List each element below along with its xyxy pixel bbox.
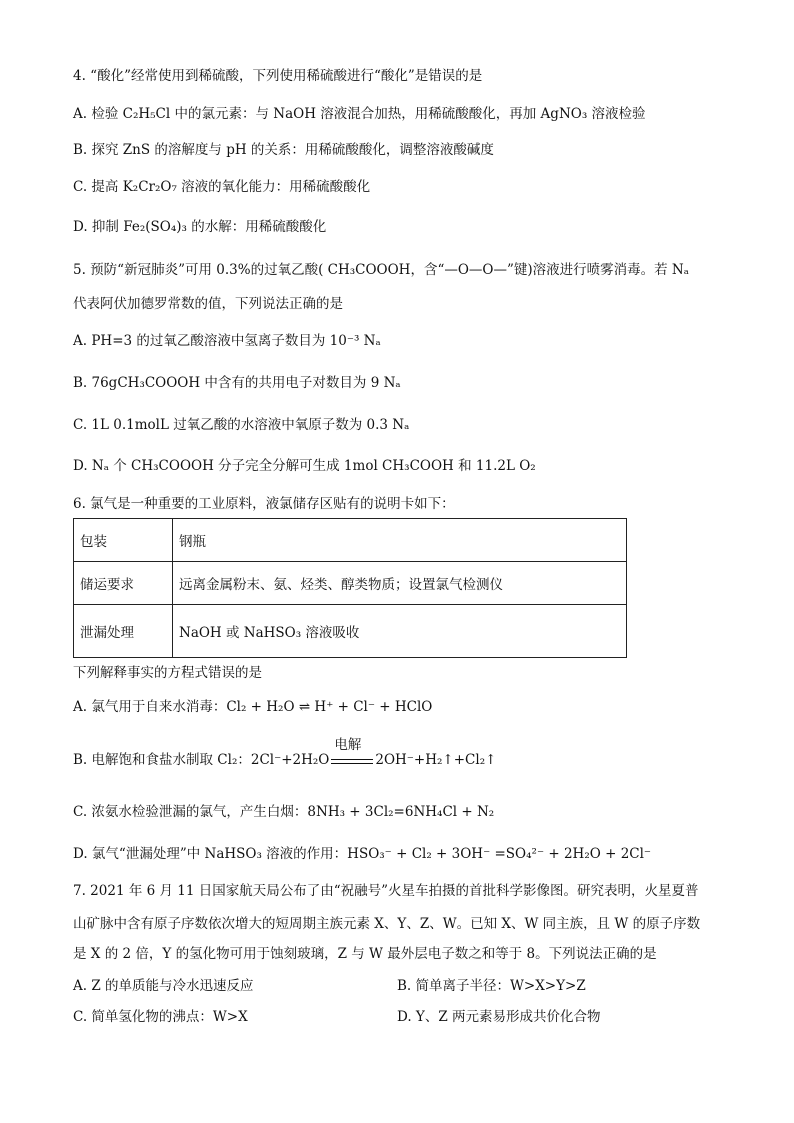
table-value: NaOH 或 NaHSO₃ 溶液吸收 — [173, 605, 627, 658]
q7-stem-line1: 7. 2021 年 6 月 11 日国家航天局公布了由“祝融号”火星车拍摄的首批科学影像图。研究表明，火星夏普 — [73, 883, 699, 899]
q6-option-b-rhs: 2OH⁻+H₂↑+Cl₂↑ — [375, 752, 497, 768]
table-value: 钢瓶 — [173, 519, 627, 562]
q6-stem: 6. 氯气是一种重要的工业原料，液氯储存区贴有的说明卡如下： — [73, 496, 455, 512]
q5-stem-line2: 代表阿伏加德罗常数的值，下列说法正确的是 — [73, 296, 343, 312]
table-row — [74, 562, 627, 605]
table-key: 包装 — [74, 519, 173, 562]
electrolysis-arrow — [329, 737, 375, 770]
q4-option-c: C. 提高 K₂Cr₂O₇ 溶液的氧化能力：用稀硫酸酸化 — [73, 179, 371, 195]
q6-option-d: D. 氯气“泄漏处理”中 NaHSO₃ 溶液的作用：HSO₃⁻ + Cl₂ + 3OH⁻ =SO₄²⁻ + 2H₂O + 2Cl⁻ — [73, 846, 652, 862]
q4-option-a: A. 检验 C₂H₅Cl 中的氯元素：与 NaOH 溶液混合加热，用稀硫酸酸化，再加 AgNO₃ 溶液检验 — [73, 106, 646, 122]
table-row — [74, 519, 627, 562]
q5-option-a: A. PH=3 的过氧乙酸溶液中氢离子数目为 10⁻³ Nₐ — [73, 333, 381, 349]
q6-option-c: C. 浓氨水检验泄漏的氯气，产生白烟：8NH₃ + 3Cl₂=6NH₄Cl + N₂ — [73, 804, 495, 820]
double-line — [331, 759, 373, 764]
q6-followup: 下列解释事实的方程式错误的是 — [73, 665, 262, 681]
q6-option-b-lhs: B. 电解饱和食盐水制取 Cl₂：2Cl⁻+2H₂O — [73, 752, 330, 768]
table-value: 远离金属粉末、氨、烃类、醇类物质；设置氯气检测仪 — [173, 562, 627, 605]
q7-stem-line3: 是 X 的 2 倍，Y 的氢化物可用于蚀刻玻璃，Z 与 W 最外层电子数之和等于 8。下列说法正确的是 — [73, 946, 657, 962]
q6-option-b — [73, 737, 497, 770]
q4-option-b: B. 探究 ZnS 的溶解度与 pH 的关系：用稀硫酸酸化，调整溶液酸碱度 — [73, 142, 494, 158]
q4-option-d: D. 抑制 Fe₂(SO₄)₃ 的水解：用稀硫酸酸化 — [73, 219, 327, 235]
q7-option-b: B. 简单离子半径：W>X>Y>Z — [397, 978, 586, 994]
q7-option-a: A. Z 的单质能与冷水迅速反应 — [73, 978, 254, 994]
electrolysis-condition: 电解 — [334, 737, 362, 753]
q7-stem-line2: 山矿脉中含有原子序数依次增大的短周期主族元素 X、Y、Z、W。已知 X、W 同主族，且 W 的原子序数 — [73, 916, 701, 932]
q7-option-c: C. 简单氢化物的沸点：W>X — [73, 1009, 248, 1025]
q4-stem: 4. “酸化”经常使用到稀硫酸，下列使用稀硫酸进行“酸化”是错误的是 — [73, 68, 483, 84]
chlorine-label-table — [73, 518, 627, 658]
q5-option-c: C. 1L 0.1molL 过氧乙酸的水溶液中氧原子数为 0.3 Nₐ — [73, 417, 410, 433]
table-key: 储运要求 — [74, 562, 173, 605]
q6-option-a: A. 氯气用于自来水消毒：Cl₂ + H₂O ⇌ H⁺ + Cl⁻ + HClO — [73, 699, 433, 715]
q5-option-b: B. 76gCH₃COOOH 中含有的共用电子对数目为 9 Nₐ — [73, 375, 401, 391]
q7-option-d: D. Y、Z 两元素易形成共价化合物 — [397, 1009, 601, 1025]
q5-stem-line1: 5. 预防“新冠肺炎”可用 0.3%的过氧乙酸( CH₃COOOH，含“—O—O—”键)溶液进行喷雾消毒。若 Nₐ — [73, 262, 689, 278]
table-row — [74, 605, 627, 658]
table-key: 泄漏处理 — [74, 605, 173, 658]
q5-option-d: D. Nₐ 个 CH₃COOOH 分子完全分解可生成 1mol CH₃COOH 和 11.2L O₂ — [73, 458, 536, 474]
